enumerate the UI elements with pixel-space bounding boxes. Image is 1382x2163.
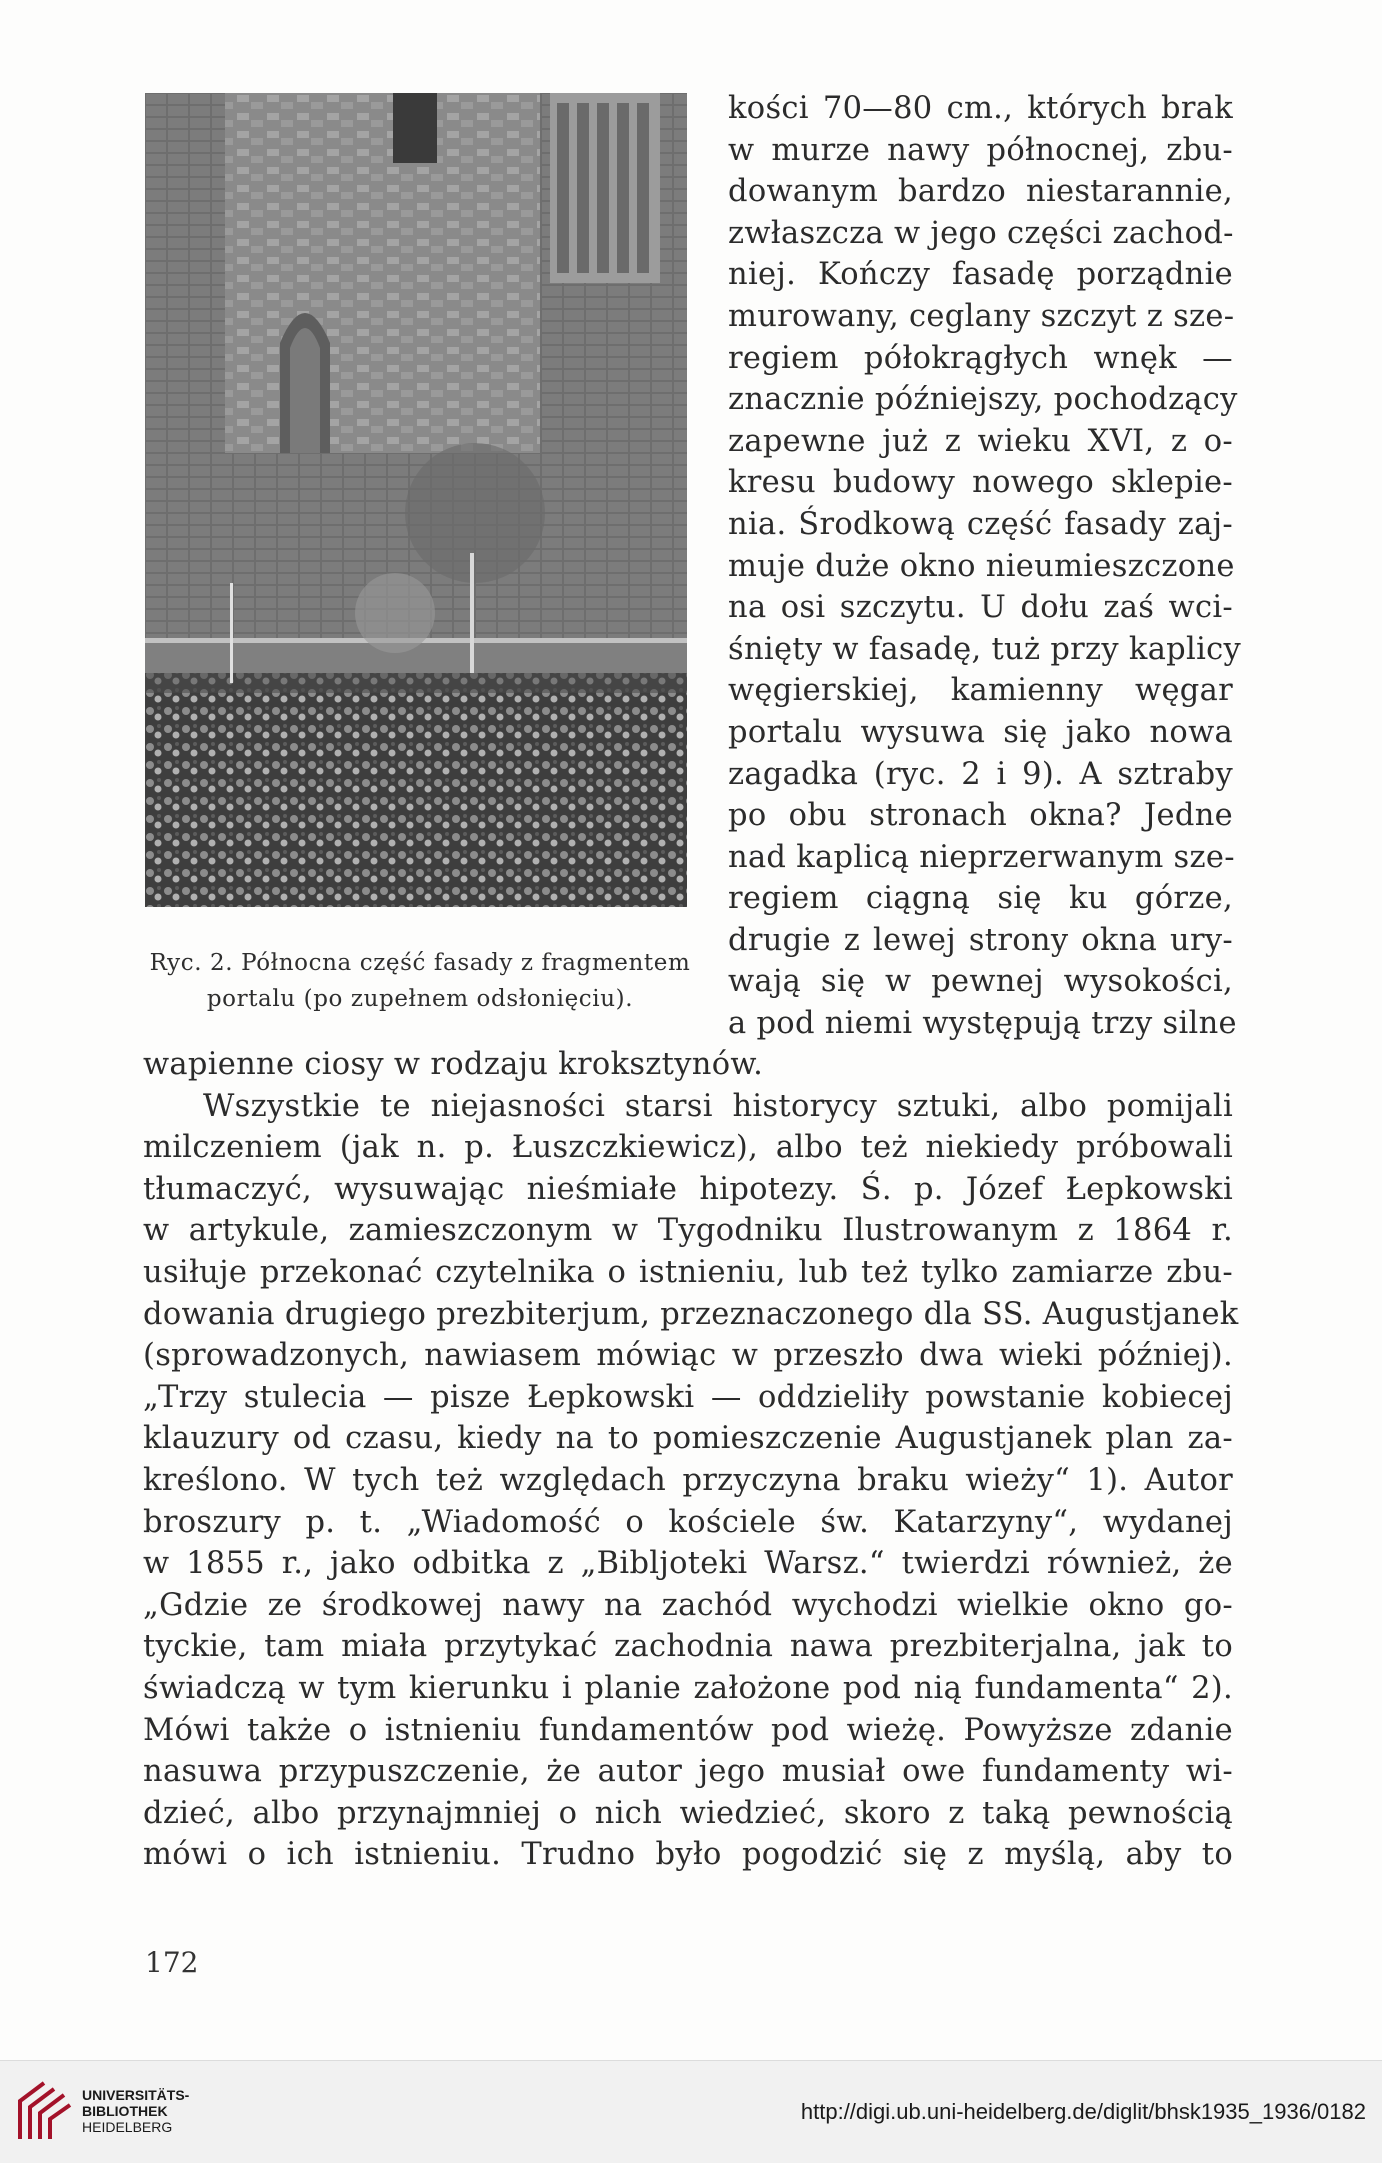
text-line: nasuwa przypuszczenie, że autor jego musiał owe fundamenty wi- [143,1754,1233,1790]
column-line: kresu budowy nowego sklepie- [728,465,1233,501]
text-line: wapienne ciosy w rodzaju kroksztynów. [143,1047,764,1082]
university-library-logo-icon [14,2079,74,2143]
text-line: w artykule, zamieszczonym w Tygodniku Ilustrowanym z 1864 r. [143,1213,1233,1249]
column-line: nia. Środkową część fasady zaj- [728,506,1233,542]
text-line: Wszystkie te niejasności starsi historycy sztuki, albo pomijali [203,1088,1233,1124]
column-line: portalu wysuwa się jako nowa [728,714,1233,750]
text-line: kreślono. W tych też względach przyczyna braku wieży“ 1). Autor [143,1462,1233,1498]
column-line: wają się w pewnej wysokości, [728,964,1233,1000]
column-line: nad kaplicą nieprzerwanym sze- [728,839,1235,875]
column-line: w murze nawy północnej, zbu- [728,132,1233,168]
source-url-link[interactable]: http://digi.ub.uni-heidelberg.de/diglit/bhsk1935_1936/0182 [800,2099,1366,2124]
page-number: 172 [145,1946,199,1979]
text-line: broszury p. t. „Wiadomość o kościele św. Katarzyny“, wydanej [143,1504,1233,1540]
text-line: świadczą w tym kierunku i planie założone pod nią fundamenta“ 2). [143,1670,1233,1706]
column-line: zagadka (ryc. 2 i 9). A sztraby [728,756,1233,792]
library-line-3: HEIDELBERG [82,2119,173,2135]
text-line: (sprowadzonych, nawiasem mówiąc w przeszło dwa wieki później). [143,1338,1233,1374]
column-line: a pod niemi występują trzy silne [728,1006,1237,1042]
column-line: niej. Kończy fasadę porządnie [728,257,1233,293]
caption-line-1: Ryc. 2. Północna część fasady z fragmentem [149,950,691,976]
column-line: kości 70—80 cm., których brak [728,91,1233,126]
column-line: znacznie późniejszy, pochodzący [728,382,1238,418]
church-facade-photo [145,93,687,907]
column-line: na osi szczytu. U dołu zaś wci- [728,590,1233,626]
text-line: „Gdzie ze środkowej nawy na zachód wychodzi wielkie okno go- [143,1587,1233,1623]
column-line: muje duże okno nieumieszczone [728,548,1235,584]
column-line: drugie z lewej strony okna ury- [728,922,1233,958]
column-line: zapewne już z wieku XVI, z o- [728,423,1233,459]
text-line: w 1855 r., jako odbitka z „Bibljoteki Warsz.“ twierdzi również, że [143,1546,1233,1582]
column-line: węgierskiej, kamienny węgar [728,673,1233,709]
side-column-text [728,88,1242,1045]
text-line: klauzury od czasu, kiedy na to pomieszczenie Augustjanek plan za- [143,1421,1233,1457]
library-line-1: UNIVERSITÄTS- [82,2087,190,2103]
text-line: milczeniem (jak n. p. Łuszczkiewicz), albo też niekiedy próbowali [143,1130,1233,1166]
footer-bar [0,2060,1382,2163]
caption-line-2: portalu (po zupełnem odsłonięciu). [206,986,634,1012]
text-line: „Trzy stulecia — pisze Łepkowski — oddzieliły powstanie kobiecej [143,1379,1233,1415]
text-line: dowania drugiego prezbiterjum, przeznaczonego dla SS. Augustjanek [143,1296,1239,1332]
full-width-text [143,1044,1239,1876]
text-line: dzieć, albo przynajmniej o nich wiedzieć, skoro z taką pewnością [143,1795,1233,1831]
figure-caption [140,945,700,1017]
column-line: murowany, ceglany szczyt z sze- [728,298,1235,334]
text-line: tłumaczyć, wysuwając nieśmiałe hipotezy. Ś. p. Józef Łepkowski [143,1171,1233,1207]
column-line: regiem ciągną się ku górze, [728,881,1233,917]
photo-illustration [145,93,687,907]
column-line: regiem półokrągłych wnęk — [728,340,1233,376]
library-line-2: BIBLIOTHEK [82,2103,168,2119]
text-line: tyckie, tam miała przytykać zachodnia nawa prezbiterjalna, jak to [143,1629,1233,1665]
text-line: mówi o ich istnieniu. Trudno było pogodzić się z myślą, aby to [143,1837,1233,1873]
text-line: Mówi także o istnieniu fundamentów pod wieżę. Powyższe zdanie [143,1712,1233,1748]
column-line: dowanym bardzo niestarannie, [728,174,1233,210]
library-name [82,2087,189,2135]
column-line: zwłaszcza w jego części zachod- [728,215,1234,251]
text-line: usiłuje przekonać czytelnika o istnieniu, lub też tylko zamiarze zbu- [143,1254,1233,1290]
column-line: po obu stronach okna? Jedne [728,798,1233,834]
column-line: śnięty w fasadę, tuż przy kaplicy [728,631,1242,667]
